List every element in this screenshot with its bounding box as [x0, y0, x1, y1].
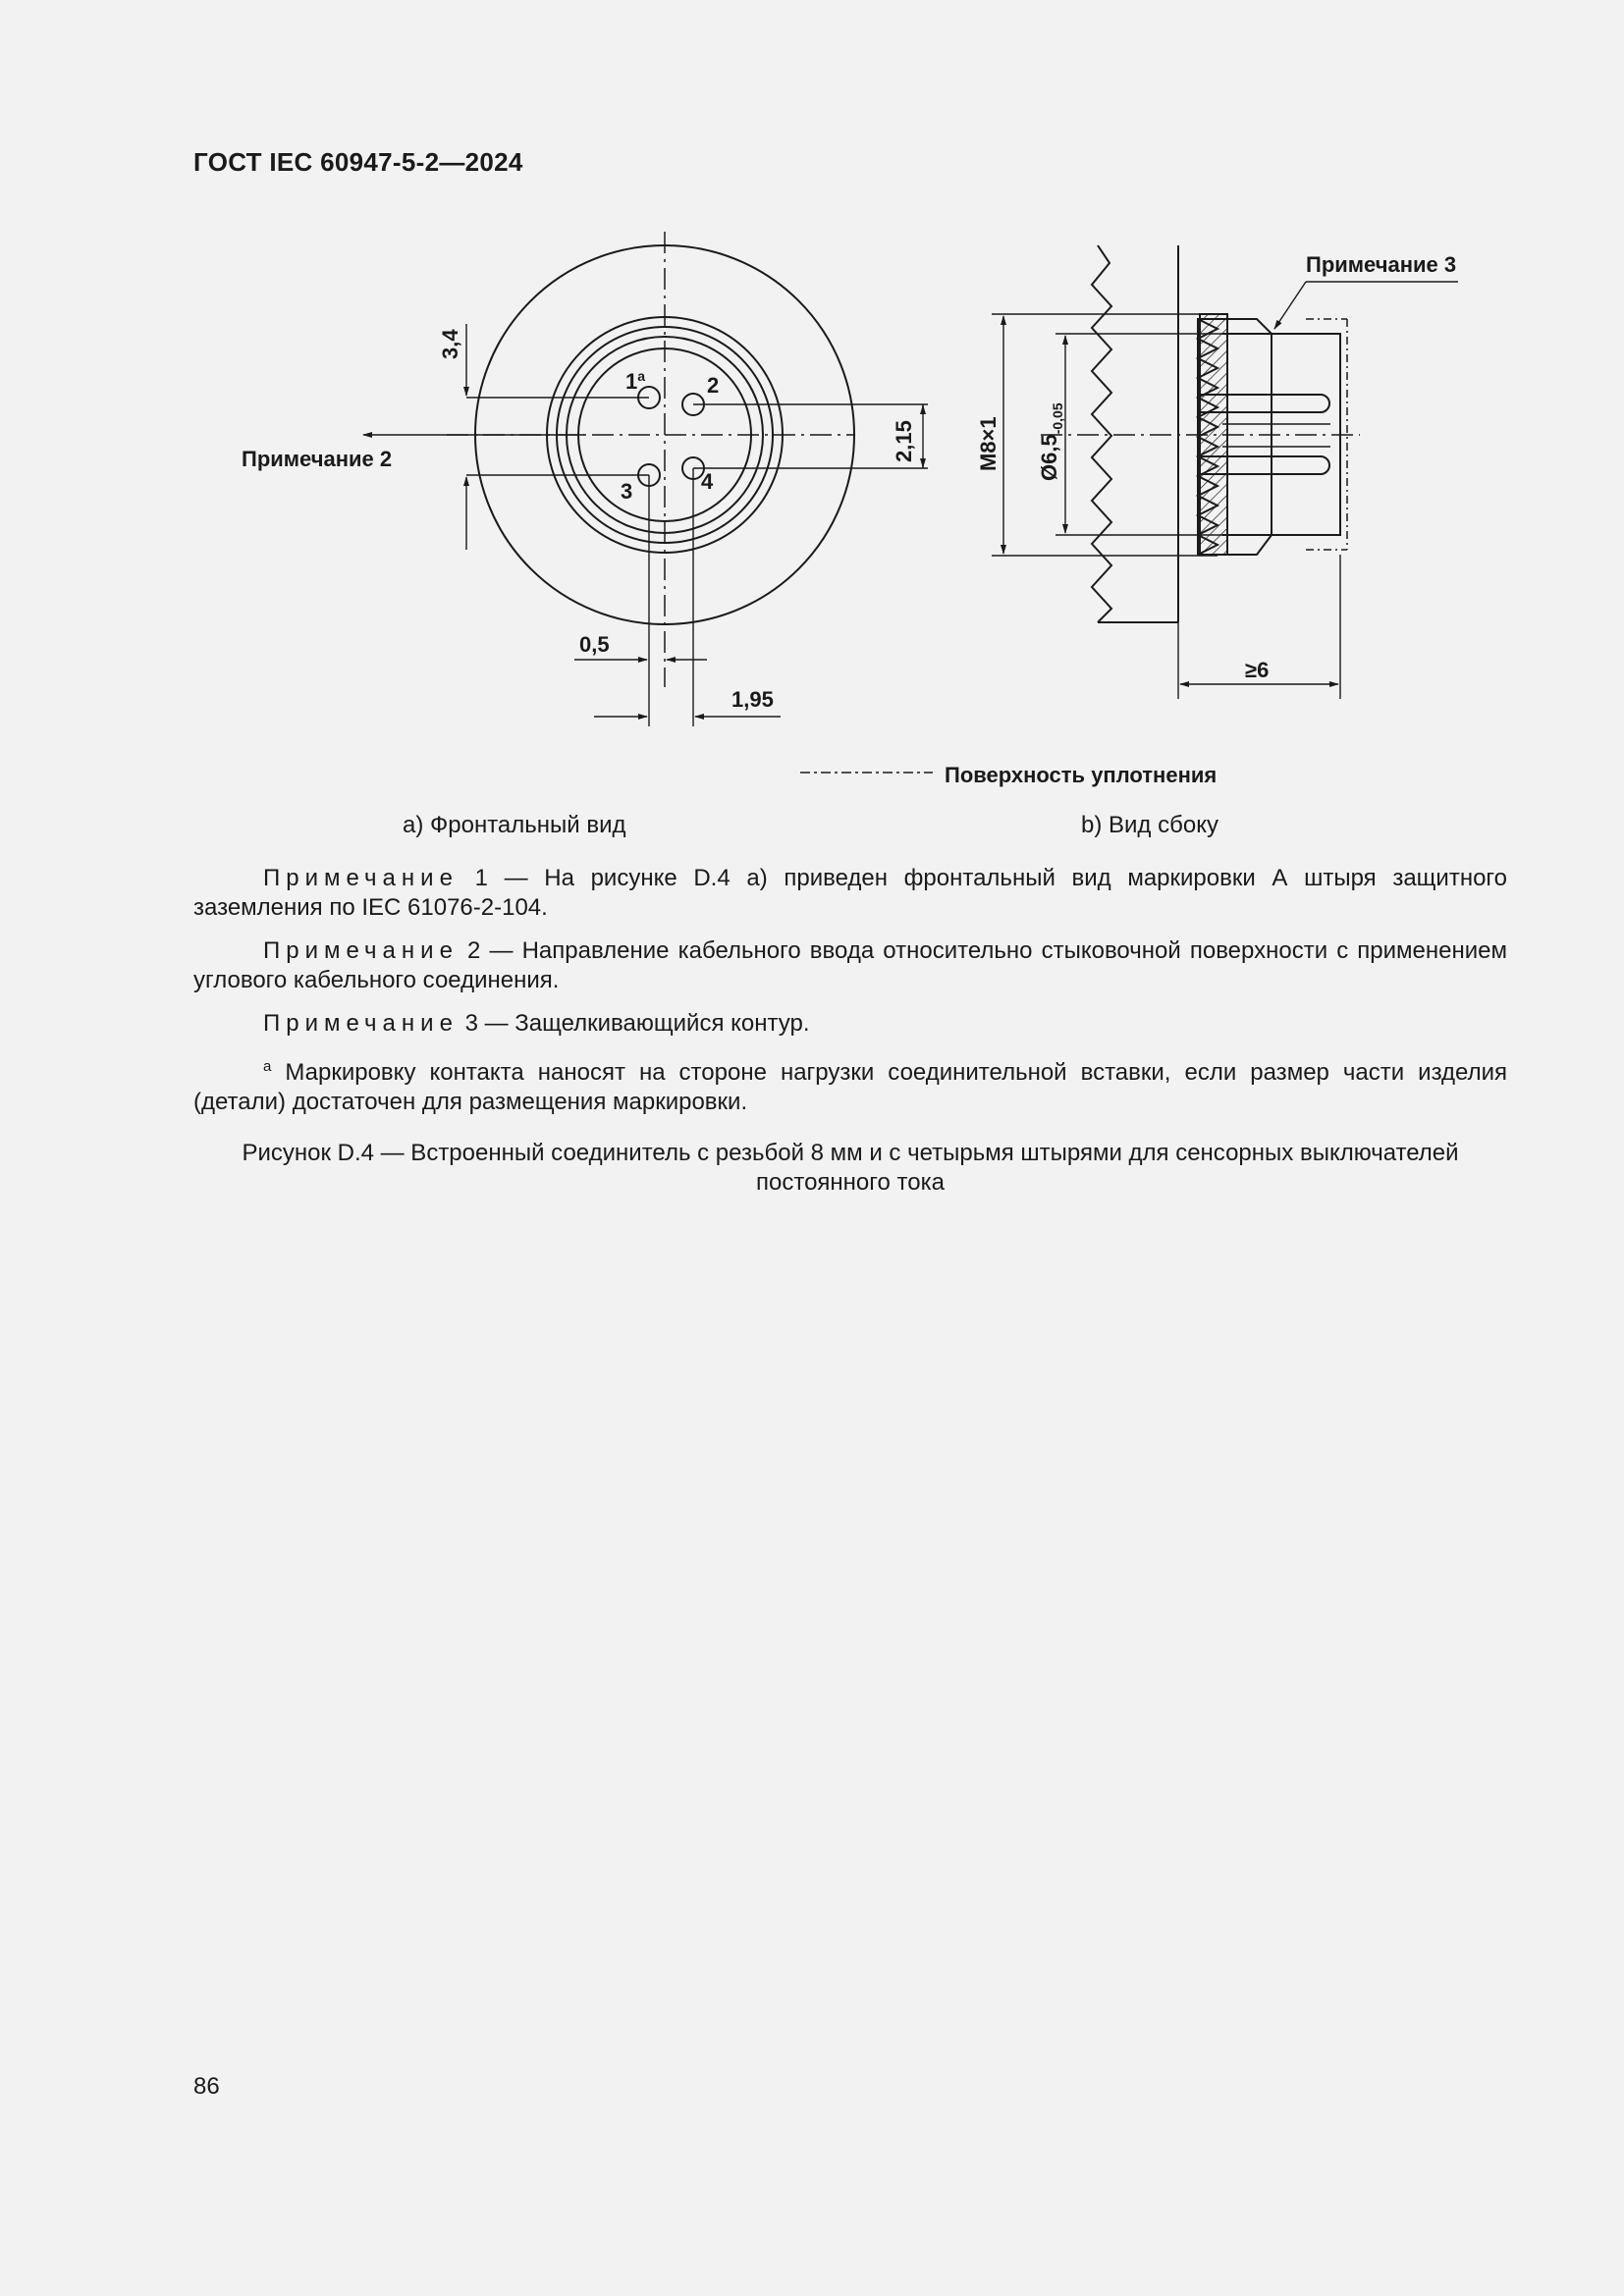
note-3-callout: Примечание 3 — [1306, 252, 1457, 277]
caption-front-view: а) Фронтальный вид — [403, 812, 626, 838]
note-label: Примечание — [263, 937, 459, 964]
note-text: 3 — Защелкивающийся контур. — [464, 1010, 810, 1037]
note-2 — [193, 936, 1507, 995]
dim-2-15-label: 2,15 — [892, 420, 916, 462]
note-1 — [193, 864, 1507, 923]
side-view — [992, 245, 1458, 699]
length-label: ≥6 — [1245, 658, 1270, 682]
note-text: 2 — Направление кабельного ввода относительно стыковочной поверхности с применением углового кабельного соединения. — [193, 937, 1508, 993]
legend-label: Поверхность уплотнения — [945, 763, 1218, 787]
footnote-marker: a — [263, 1058, 272, 1075]
pin-3-label: 3 — [621, 479, 633, 504]
caption-side-view: b) Вид сбоку — [1081, 812, 1218, 838]
note-text: 1 — На рисунке D.4 а) приведен фронтальный вид маркировки А штыря защитного заземления по IEC 61076-2-104. — [193, 865, 1507, 921]
thread-label: M8×1 — [976, 416, 1001, 471]
dim-0-5-label: 0,5 — [579, 632, 610, 657]
document-header: ГОСТ IEC 60947-5-2—2024 — [193, 147, 523, 177]
pin-1-label: 1$^a$ — [625, 368, 646, 394]
note-3 — [193, 1009, 1507, 1039]
note-2-callout: Примечание 2 — [242, 447, 393, 471]
diameter-label: $Ø6,5_{-0,05}$ — [1037, 402, 1065, 481]
pin-4-label: 4 — [701, 469, 714, 494]
panel-break-left — [1092, 245, 1111, 622]
note-label: Примечание — [263, 1010, 459, 1037]
page-number: 86 — [193, 2073, 220, 2100]
footnote-text: Маркировку контакта наносят на стороне нагрузки соединительной вставки, если размер части изделия (детали) достаточен для размещения маркировки. — [193, 1059, 1507, 1115]
front-view — [363, 232, 928, 726]
dim-1-95-label: 1,95 — [731, 687, 774, 712]
footnote-a — [193, 1052, 1507, 1117]
figure-caption: Рисунок D.4 — Встроенный соединитель с резьбой 8 мм и с четырьмя штырями для сенсорных выключателей постоянного тока — [242, 1140, 1459, 1196]
note-label: Примечание — [263, 865, 459, 891]
dim-3-4-label: 3,4 — [438, 329, 462, 359]
technical-drawing — [0, 0, 1624, 805]
pin-2-label: 2 — [707, 373, 720, 398]
notes-section — [193, 864, 1507, 1198]
